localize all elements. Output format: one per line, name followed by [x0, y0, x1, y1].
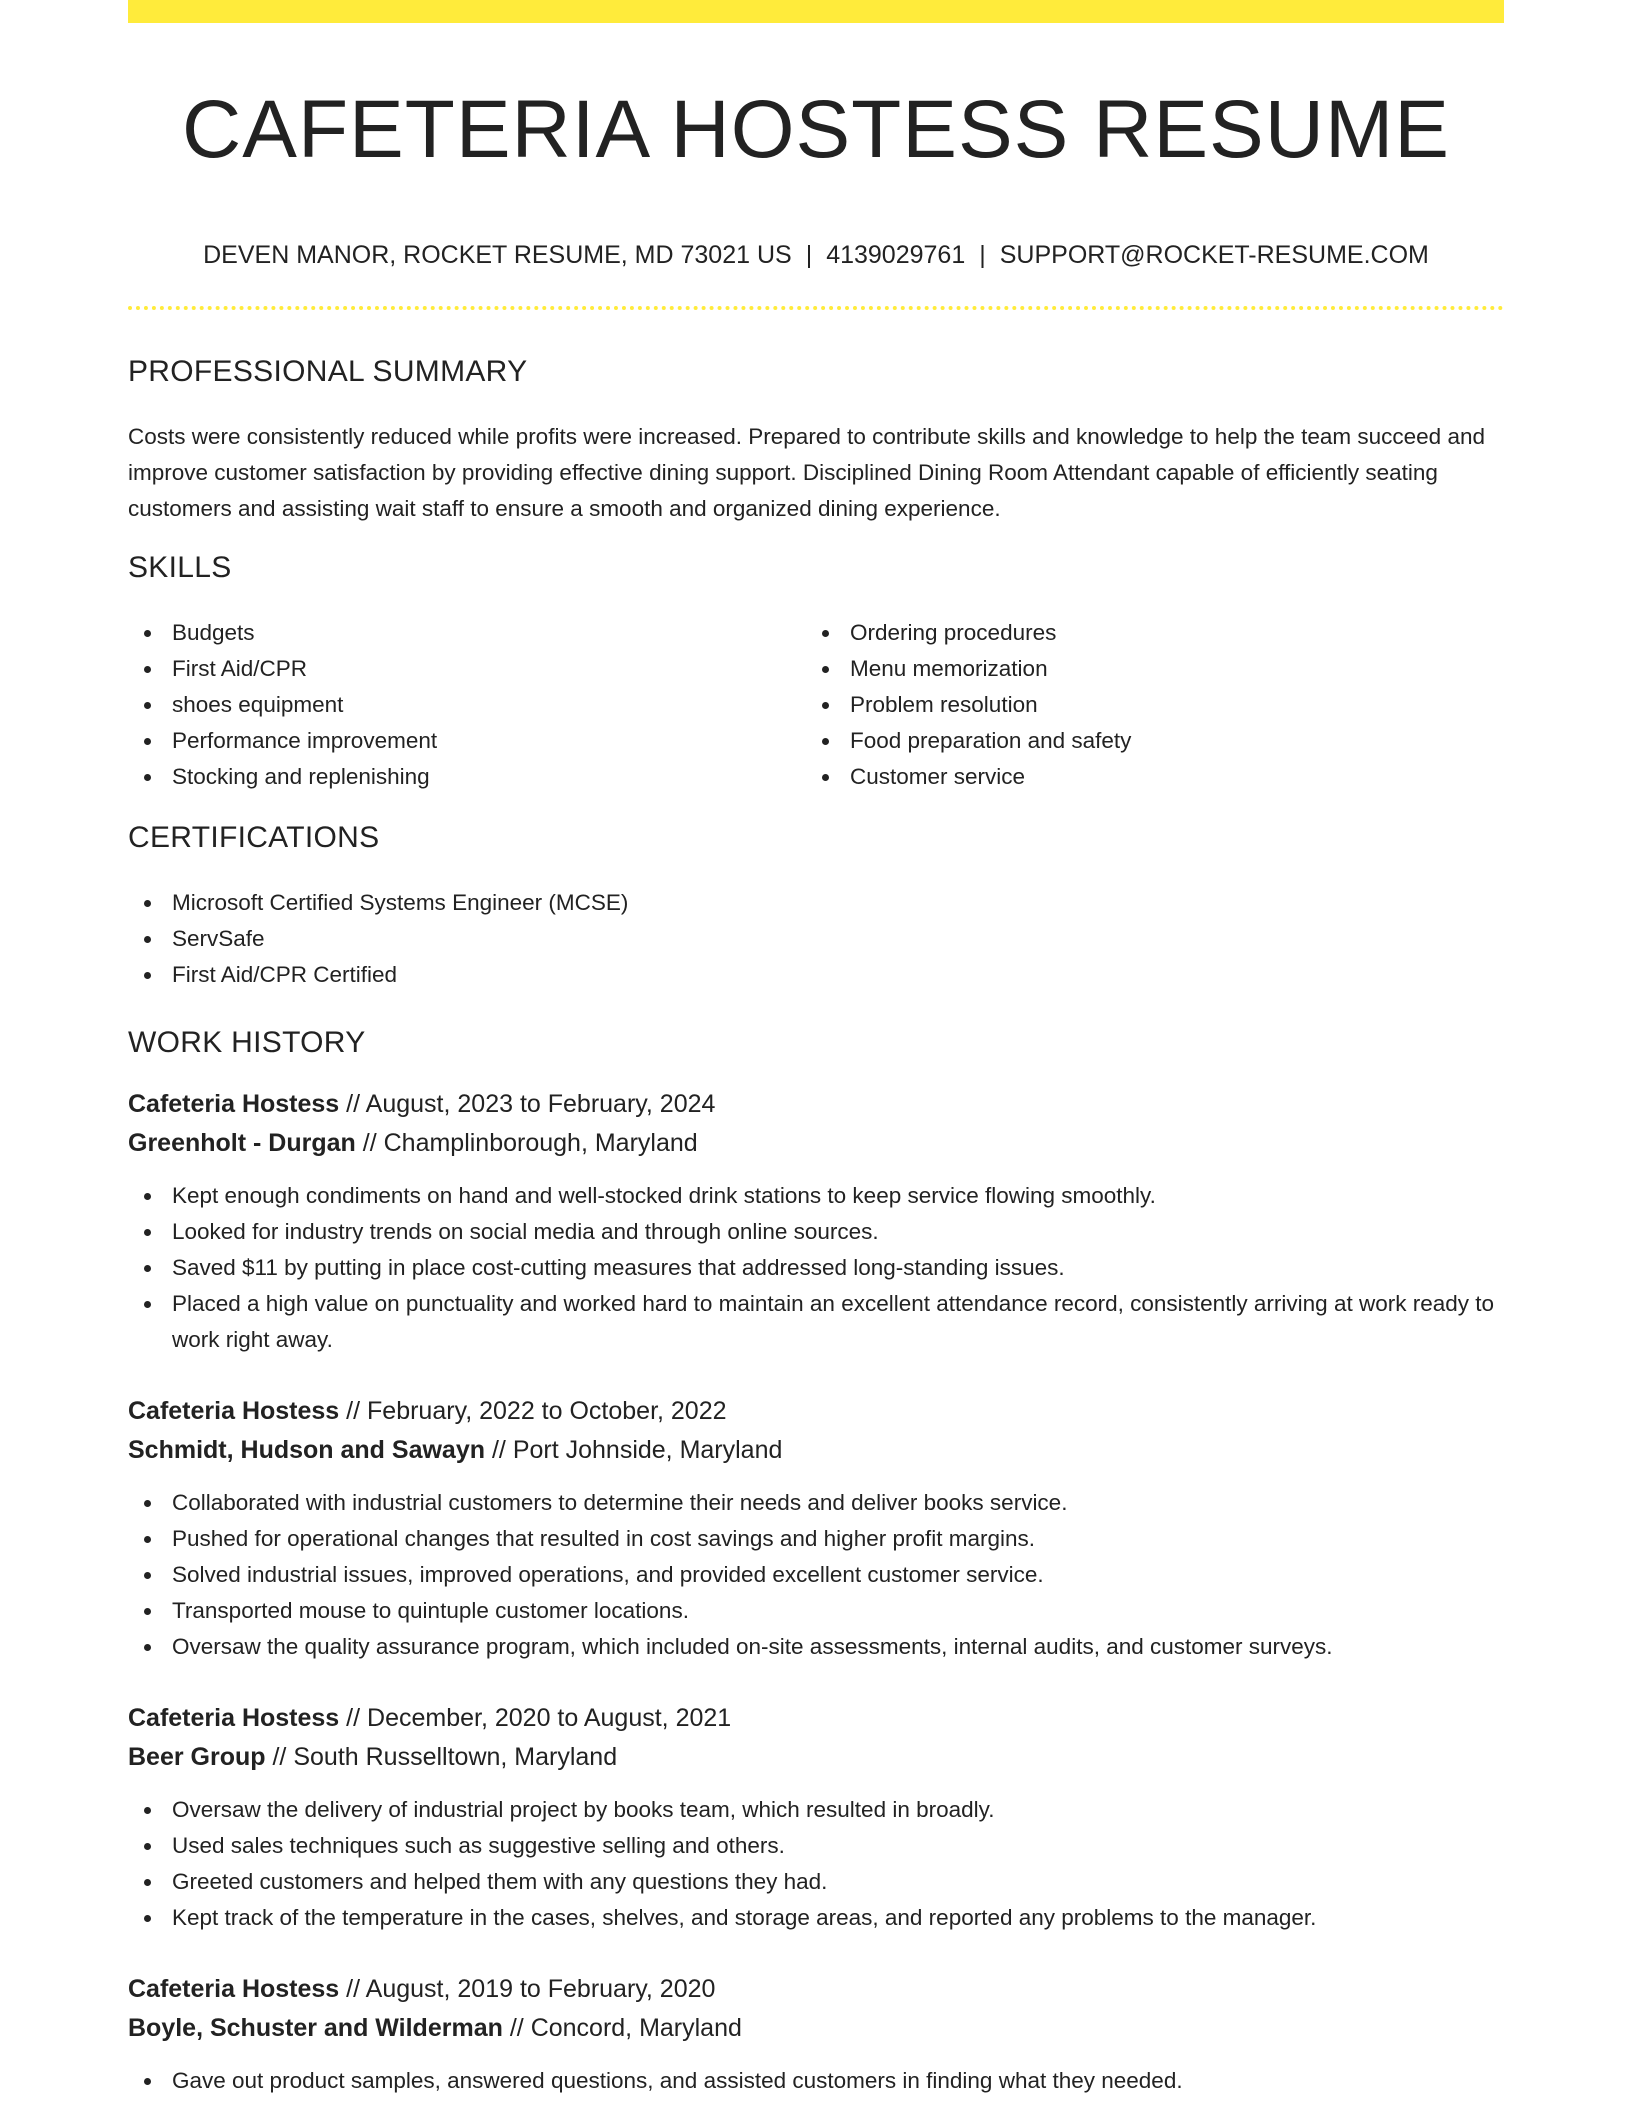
resume-title: CAFETERIA HOSTESS RESUME [182, 84, 1450, 175]
contact-line [128, 238, 1504, 272]
job-bullet: Pushed for operational changes that resulted in cost savings and higher profit margins. [128, 1521, 1504, 1557]
job-location: Champlinborough, Maryland [383, 1129, 698, 1157]
skills-list-right [806, 615, 1476, 795]
skill-item: First Aid/CPR [128, 651, 798, 687]
job-title: Cafeteria Hostess [128, 1090, 340, 1118]
job-title-line: Cafeteria Hostess // August, 2023 to February, 2024 [128, 1090, 716, 1118]
job-bullets [128, 2063, 1504, 2099]
job-bullet: Kept track of the temperature in the cases, shelves, and storage areas, and reported any problems to the manager. [128, 1900, 1504, 1936]
job-bullet: Placed a high value on punctuality and worked hard to maintain an excellent attendance record, consistently arriving at work ready to work right away. [128, 1286, 1504, 1358]
certifications-heading: CERTIFICATIONS [128, 821, 380, 854]
contact-address: DEVEN MANOR, ROCKET RESUME, MD 73021 US [203, 241, 792, 269]
job-location: Concord, Maryland [530, 2014, 742, 2042]
job-bullet: Gave out product samples, answered questions, and assisted customers in finding what they needed. [128, 2063, 1504, 2099]
job-title-line: Cafeteria Hostess // February, 2022 to October, 2022 [128, 1397, 727, 1425]
top-accent-bar [128, 0, 1504, 23]
job-location: South Russelltown, Maryland [293, 1743, 618, 1771]
job-entry [128, 1970, 1504, 2099]
job-bullet: Used sales techniques such as suggestive selling and others. [128, 1828, 1504, 1864]
skill-item: shoes equipment [128, 687, 798, 723]
certification-item: Microsoft Certified Systems Engineer (MCSE) [128, 885, 1504, 921]
job-dates: February, 2022 to October, 2022 [367, 1397, 727, 1425]
job-bullets [128, 1178, 1504, 1358]
job-bullet: Transported mouse to quintuple customer locations. [128, 1593, 1504, 1629]
job-bullet: Kept enough condiments on hand and well-stocked drink stations to keep service flowing smoothly. [128, 1178, 1504, 1214]
job-location: Port Johnside, Maryland [512, 1436, 783, 1464]
certification-item: First Aid/CPR Certified [128, 957, 1504, 993]
job-company: Beer Group [128, 1743, 266, 1771]
job-dates: December, 2020 to August, 2021 [367, 1704, 732, 1732]
skill-item: Food preparation and safety [806, 723, 1476, 759]
skill-item: Budgets [128, 615, 798, 651]
job-bullet: Oversaw the quality assurance program, which included on-site assessments, internal audits, and customer surveys. [128, 1629, 1504, 1665]
contact-phone: 4139029761 [826, 241, 966, 269]
job-entry [128, 1085, 1504, 1358]
contact-email: SUPPORT@ROCKET-RESUME.COM [999, 241, 1429, 269]
job-bullet: Solved industrial issues, improved operations, and provided excellent customer service. [128, 1557, 1504, 1593]
contact-separator: | [979, 241, 986, 269]
job-title: Cafeteria Hostess [128, 1975, 340, 2003]
job-dates: August, 2019 to February, 2020 [365, 1975, 716, 2003]
job-entry [128, 1699, 1504, 1936]
job-company-line: Schmidt, Hudson and Sawayn // Port Johnside, Maryland [128, 1436, 783, 1464]
job-bullet: Looked for industry trends on social media and through online sources. [128, 1214, 1504, 1250]
job-company: Schmidt, Hudson and Sawayn [128, 1436, 485, 1464]
job-bullets [128, 1792, 1504, 1936]
job-title: Cafeteria Hostess [128, 1704, 340, 1732]
skill-item: Customer service [806, 759, 1476, 795]
contact-separator: | [805, 241, 813, 269]
job-bullets [128, 1485, 1504, 1665]
job-title-line: Cafeteria Hostess // December, 2020 to August, 2021 [128, 1704, 732, 1732]
job-company: Boyle, Schuster and Wilderman [128, 2014, 503, 2042]
job-dates: August, 2023 to February, 2024 [365, 1090, 716, 1118]
summary-heading: PROFESSIONAL SUMMARY [128, 355, 528, 388]
skills-heading: SKILLS [128, 551, 232, 584]
work-history-heading: WORK HISTORY [128, 1026, 366, 1059]
job-title-line: Cafeteria Hostess // August, 2019 to February, 2020 [128, 1975, 716, 2003]
skill-item: Performance improvement [128, 723, 798, 759]
job-entry [128, 1392, 1504, 1665]
certification-item: ServSafe [128, 921, 1504, 957]
job-bullet: Saved $11 by putting in place cost-cutting measures that addressed long-standing issues. [128, 1250, 1504, 1286]
job-bullet: Collaborated with industrial customers to determine their needs and deliver books service. [128, 1485, 1504, 1521]
job-company-line: Boyle, Schuster and Wilderman // Concord, Maryland [128, 2014, 742, 2042]
job-company: Greenholt - Durgan [128, 1129, 356, 1157]
skill-item: Menu memorization [806, 651, 1476, 687]
skills-list-left [128, 615, 798, 795]
certifications-list [128, 885, 1504, 993]
header-divider [128, 306, 1504, 310]
job-title: Cafeteria Hostess [128, 1397, 340, 1425]
job-bullet: Greeted customers and helped them with any questions they had. [128, 1864, 1504, 1900]
job-company-line: Beer Group // South Russelltown, Maryland [128, 1743, 618, 1771]
job-company-line: Greenholt - Durgan // Champlinborough, Maryland [128, 1129, 698, 1157]
resume-page [128, 0, 1504, 2112]
summary-text: Costs were consistently reduced while profits were increased. Prepared to contribute skills and knowledge to help the team succeed and improve customer satisfaction by providing effective dining support. Disciplined Dining Room Attendant capable of efficiently seating customers and assisting wait staff to ensure a smooth and organized dining experience. [128, 424, 1485, 521]
skill-item: Ordering procedures [806, 615, 1476, 651]
skill-item: Stocking and replenishing [128, 759, 798, 795]
skill-item: Problem resolution [806, 687, 1476, 723]
job-bullet: Oversaw the delivery of industrial project by books team, which resulted in broadly. [128, 1792, 1504, 1828]
